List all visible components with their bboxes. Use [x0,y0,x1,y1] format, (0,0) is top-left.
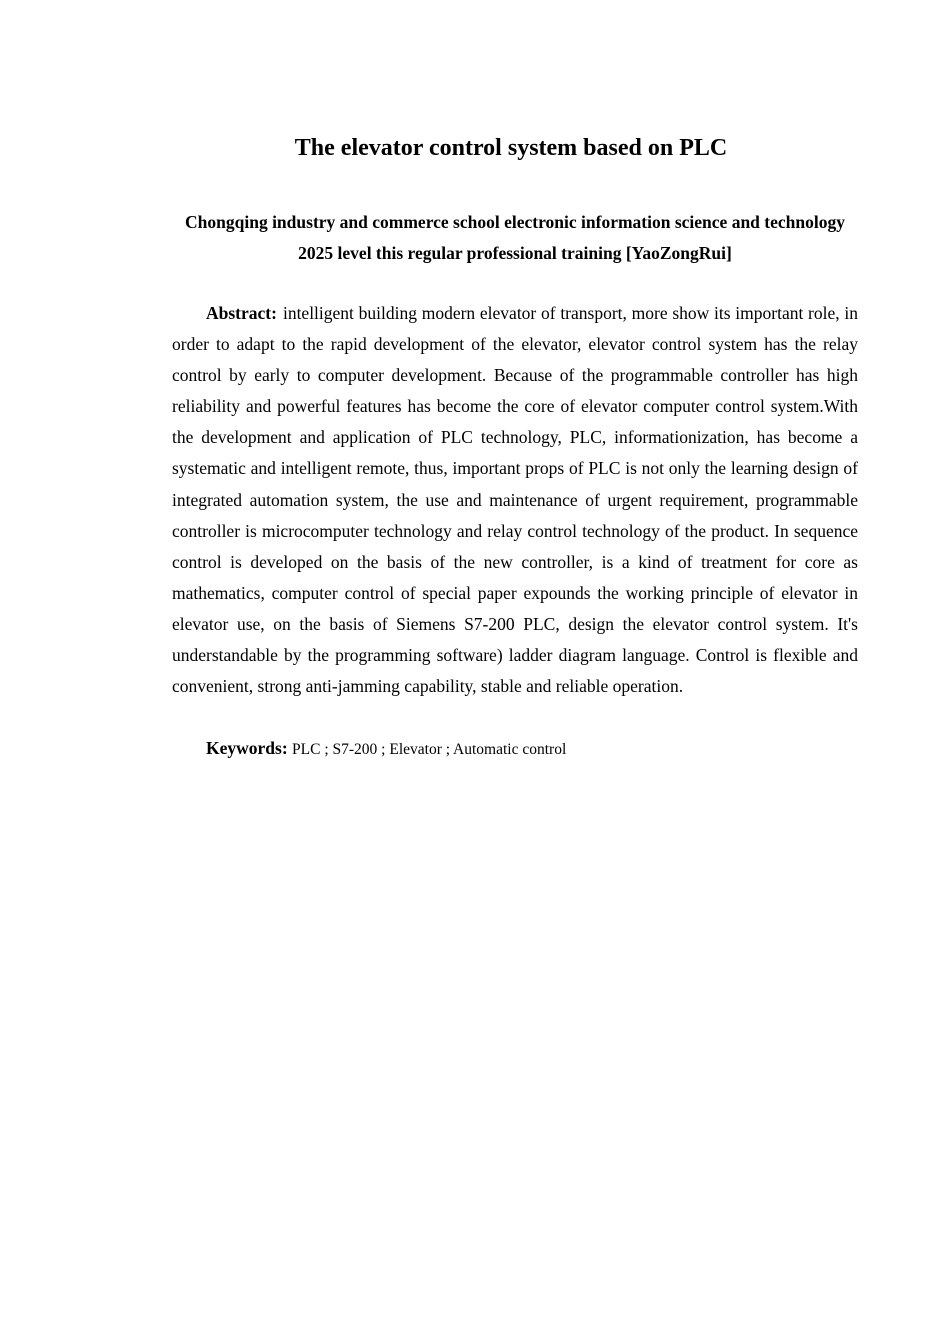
keywords-label: Keywords: [206,738,288,758]
keywords-paragraph [172,733,858,765]
keywords-text: PLC ; S7-200 ; Elevator ; Automatic control [292,741,567,758]
author-affiliation: Chongqing industry and commerce school electronic information science and technology 2025 level this regular professional training [YaoZongRui] [185,212,845,263]
abstract-label: Abstract: [206,303,277,323]
abstract-paragraph [172,298,858,702]
abstract-text: intelligent building modern elevator of transport, more show its important role, in order to adapt to the rapid development of the elevator, elevator control system has the relay control by early to computer development. Because of the programmable controller has high reliability and powerful features has become the core of elevator computer control system.With the development and application of PLC technology, PLC, informationization, has become a systematic and intelligent remote, thus, important props of PLC is not only the learning design of integrated automation system, the use and maintenance of urgent requirement, programmable controller is microcomputer technology and relay control technology of the product. In sequence control is developed on the basis of the new controller, is a kind of treatment for core as mathematics, computer control of special paper expounds the working principle of elevator in elevator use, on the basis of Siemens S7-200 PLC, design the elevator control system. It's understandable by the programming software) ladder diagram language. Control is flexible and convenient, strong anti-jamming capability, stable and reliable operation. [172,303,858,697]
document-title: The elevator control system based on PLC [294,135,728,161]
